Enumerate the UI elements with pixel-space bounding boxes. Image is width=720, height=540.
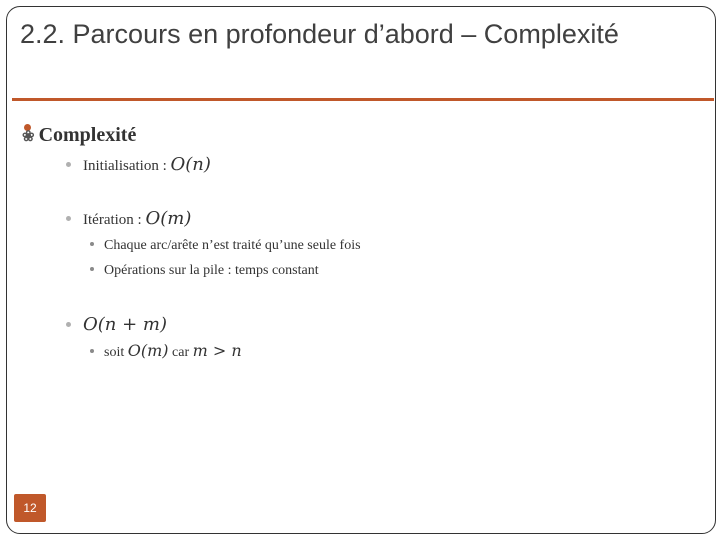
page-number: 12 <box>14 494 46 522</box>
title-underline <box>12 98 714 101</box>
list-item: Opérations sur la pile : temps constant <box>90 263 319 279</box>
main-bullet-text: Complexité <box>38 124 137 146</box>
bullet-dot <box>90 242 94 246</box>
bullet-dot <box>66 162 71 167</box>
list-item: Itération : O(m) <box>66 208 191 229</box>
list-item: Initialisation : O(n) <box>66 154 211 175</box>
bullet-dot <box>90 267 94 271</box>
list-item: O(n + m) <box>66 314 167 335</box>
list-item: soit O(m) car m > n <box>90 341 242 361</box>
bullet-dot <box>66 216 71 221</box>
bullet-icon: ❀ <box>22 129 35 145</box>
bullet-dot <box>90 349 94 353</box>
slide-title: 2.2. Parcours en profondeur d’abord – Complexité <box>20 19 619 49</box>
list-item: Chaque arc/arête n’est traité qu’une seule fois <box>90 238 361 254</box>
main-bullet <box>22 124 136 147</box>
bullet-dot <box>66 322 71 327</box>
